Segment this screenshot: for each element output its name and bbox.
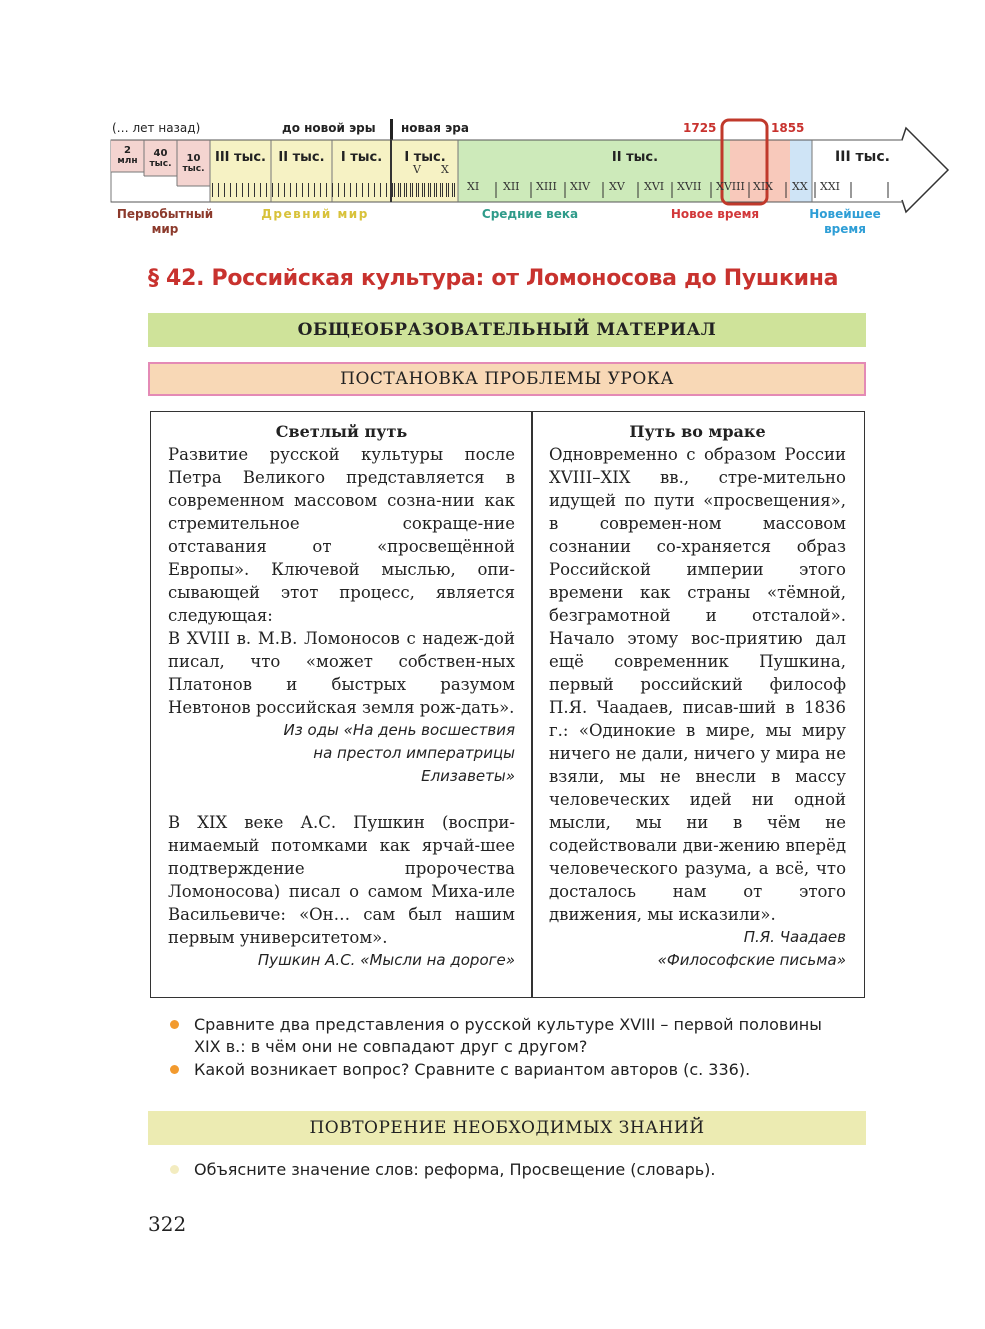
century-label: XIII xyxy=(536,180,557,193)
band-lesson-problem: ПОСТАНОВКА ПРОБЛЕМЫ УРОКА xyxy=(148,362,866,396)
era-modern: Новое время xyxy=(670,207,760,221)
century-label: X xyxy=(441,163,449,176)
century-label: XV xyxy=(609,180,625,193)
century-scale xyxy=(460,180,900,200)
century-label: XX xyxy=(792,180,808,193)
left-column xyxy=(168,420,515,972)
task-compare: Сравните два представления о русской культуре XVIII – первой половины XIX в.: в чём они не совпадают друг с другом? xyxy=(194,1015,822,1056)
era-middle-ages: Средние века xyxy=(481,207,579,221)
cell-40k: 40 тыс. xyxy=(149,148,172,169)
comparison-table xyxy=(150,411,865,998)
era-ancient: Древний мир xyxy=(261,207,369,221)
bullet-icon xyxy=(170,1020,179,1029)
page-number: 322 xyxy=(148,1212,187,1236)
task-question: Какой возникает вопрос? Сравните с вариантом авторов (с. 336). xyxy=(194,1060,751,1079)
century-label: XXI xyxy=(820,180,841,193)
century-label: XVII xyxy=(677,180,702,193)
left-paragraph-3: В XIX веке А.С. Пушкин (воспри-нимаемый потомками как ярчай-шее подтверждение пророчества Ломоносова) писал о самом Миха-иле Васильевиче: «Он… сам был нашим первым университетом». xyxy=(168,813,515,947)
task-explain-words: Объясните значение слов: реформа, Просвещение (словарь). xyxy=(194,1160,716,1179)
bullet-icon xyxy=(170,1165,179,1174)
early-ad-ticks xyxy=(394,183,456,197)
right-citation: П.Я. Чаадаев «Философские письма» xyxy=(657,928,846,969)
ad-label: новая эра xyxy=(401,121,469,135)
cell-2nd-mill-bc: II тыс. xyxy=(278,149,325,165)
left-paragraph-1: Развитие русской культуры после Петра Великого представляется в современном массовом созна-нии как стремительное сокраще-ние отставания от «просвещённой Европы». Ключевой мыслью, опи-сывающей этот процесс, является следующая: xyxy=(168,445,515,625)
year-1725: 1725 xyxy=(683,121,717,135)
section-title: § 42. Российская культура: от Ломоносова до Пушкина xyxy=(148,266,839,291)
left-paragraph-2: В XVIII в. М.В. Ломоносов с надеж-дой писал, что «может собствен-ных Платонов и быстрых разумом Невтонов российская земля рож-дать». xyxy=(168,629,515,717)
cell-2nd-mill-ad: II тыс. xyxy=(611,149,659,165)
century-label: XI xyxy=(467,180,480,193)
years-ago-label: (… лет назад) xyxy=(112,121,201,135)
bc-label: до новой эры xyxy=(282,121,376,135)
bullet-icon xyxy=(170,1065,179,1074)
century-label: XIV xyxy=(570,180,591,193)
century-label: V xyxy=(413,163,421,176)
cell-2mln: 2 млн xyxy=(117,145,138,166)
era-primitive: Первобытный мир xyxy=(116,207,214,236)
century-separators xyxy=(460,180,900,200)
century-label: XVIII xyxy=(716,180,745,193)
band-general-material: ОБЩЕОБРАЗОВАТЕЛЬНЫЙ МАТЕРИАЛ xyxy=(148,313,866,347)
cell-3rd-mill-bc: III тыс. xyxy=(215,149,266,165)
century-label: XVI xyxy=(644,180,665,193)
cell-3rd-mill-ad: III тыс. xyxy=(835,149,890,165)
era-newest: Новейшее время xyxy=(809,207,881,236)
year-1855: 1855 xyxy=(771,121,805,135)
right-column-heading: Путь во мраке xyxy=(629,422,766,441)
left-citation-2: Пушкин А.С. «Мысли на дороге» xyxy=(257,951,515,969)
left-citation-1: Из оды «На день восшествия на престол императрицы Елизаветы» xyxy=(283,721,515,785)
century-label: XIX xyxy=(753,180,774,193)
band-repeat-knowledge: ПОВТОРЕНИЕ НЕОБХОДИМЫХ ЗНАНИЙ xyxy=(148,1111,866,1145)
cell-1st-mill-ad: I тыс. xyxy=(404,149,446,165)
century-label: XII xyxy=(503,180,520,193)
timeline xyxy=(0,0,985,250)
right-paragraph-1: Одновременно с образом России XVIII–XIX вв., стре-мительно идущей по пути «просвещения», в современ-ном массовом сознании со-храняется образ Российской империи этого времени как страны «тёмной, безграмотной и отсталой». Начало этому вос-приятию дал ещё современник Пушкина, первый российский философ П.Я. Чаадаев, писав-ший в 1836 г.: «Одинокие в мире, мы миру ничего не дали, ничего у мира не взяли, мы не внесли в массу человеческих идей ни одной мысли, мы ни в чём не содействовали дви-жению вперёд человеческого разума, а всё, что досталось нам от этого движения, мы исказили». xyxy=(549,445,846,924)
column-divider xyxy=(531,412,533,997)
cell-1st-mill-bc: I тыс. xyxy=(340,149,383,165)
left-column-heading: Светлый путь xyxy=(275,422,408,441)
cell-10k: 10 тыс. xyxy=(182,153,205,174)
right-column xyxy=(549,420,846,972)
